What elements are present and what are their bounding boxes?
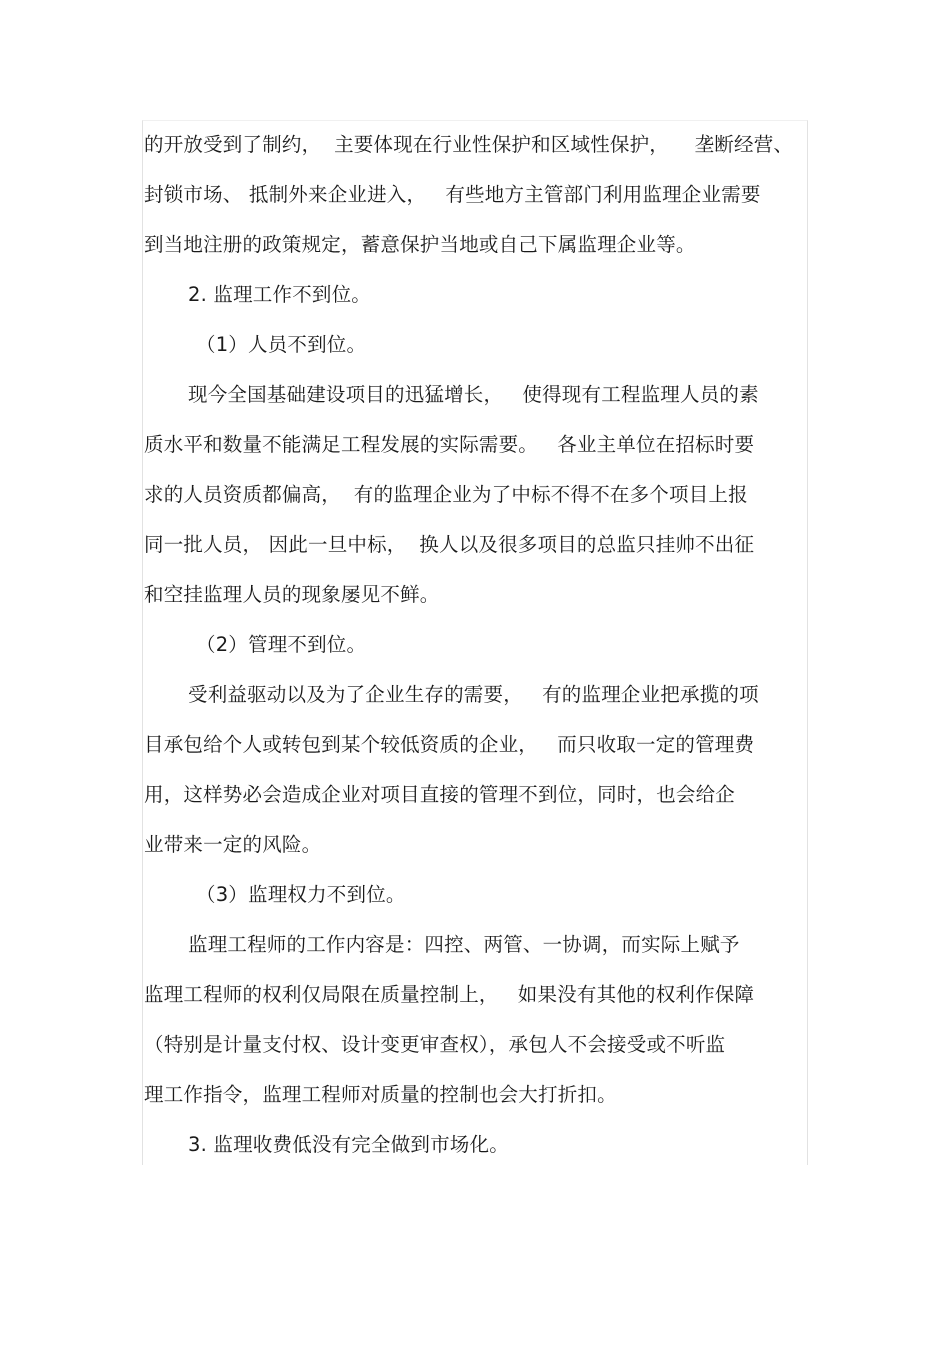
document-body — [144, 120, 812, 1170]
subsection-heading: （2）管理不到位。 — [196, 633, 367, 656]
body-line: 求的人员资质都偏高， 有的监理企业为了中标不得不在多个项目上报 — [144, 483, 748, 506]
body-line: 到当地注册的政策规定，蓄意保护当地或自己下属监理企业等。 — [144, 233, 696, 256]
body-line: 目承包给个人或转包到某个较低资质的企业， 而只收取一定的管理费 — [144, 733, 755, 756]
subsection-heading: （1）人员不到位。 — [196, 333, 367, 356]
body-line: 的开放受到了制约， 主要体现在行业性保护和区域性保护， 垄断经营、 — [144, 133, 794, 156]
section-heading: 2. 监理工作不到位。 — [188, 283, 372, 306]
body-line: （特别是计量支付权、设计变更审查权），承包人不会接受或不听监 — [144, 1033, 726, 1056]
body-line: 用，这样势必会造成企业对项目直接的管理不到位，同时，也会给企 — [144, 783, 736, 806]
body-line: 质水平和数量不能满足工程发展的实际需要。 各业主单位在招标时要 — [144, 433, 755, 456]
body-line: 监理工程师的权利仅局限在质量控制上， 如果没有其他的权利作保障 — [144, 983, 755, 1006]
body-line: 现今全国基础建设项目的迅猛增长， 使得现有工程监理人员的素 — [188, 383, 759, 406]
body-line: 和空挂监理人员的现象屡见不鲜。 — [144, 583, 440, 606]
body-line: 业带来一定的风险。 — [144, 833, 322, 856]
body-line: 受利益驱动以及为了企业生存的需要， 有的监理企业把承揽的项 — [188, 683, 759, 706]
subsection-heading: （3）监理权力不到位。 — [196, 883, 406, 906]
body-line: 监理工程师的工作内容是：四控、两管、一协调，而实际上赋予 — [188, 933, 740, 956]
body-line: 封锁市场、 抵制外来企业进入， 有些地方主管部门利用监理企业需要 — [144, 183, 761, 206]
section-heading: 3. 监理收费低没有完全做到市场化。 — [188, 1133, 509, 1156]
body-line: 理工作指令，监理工程师对质量的控制也会大打折扣。 — [144, 1083, 617, 1106]
body-line: 同一批人员， 因此一旦中标， 换人以及很多项目的总监只挂帅不出征 — [144, 533, 755, 556]
